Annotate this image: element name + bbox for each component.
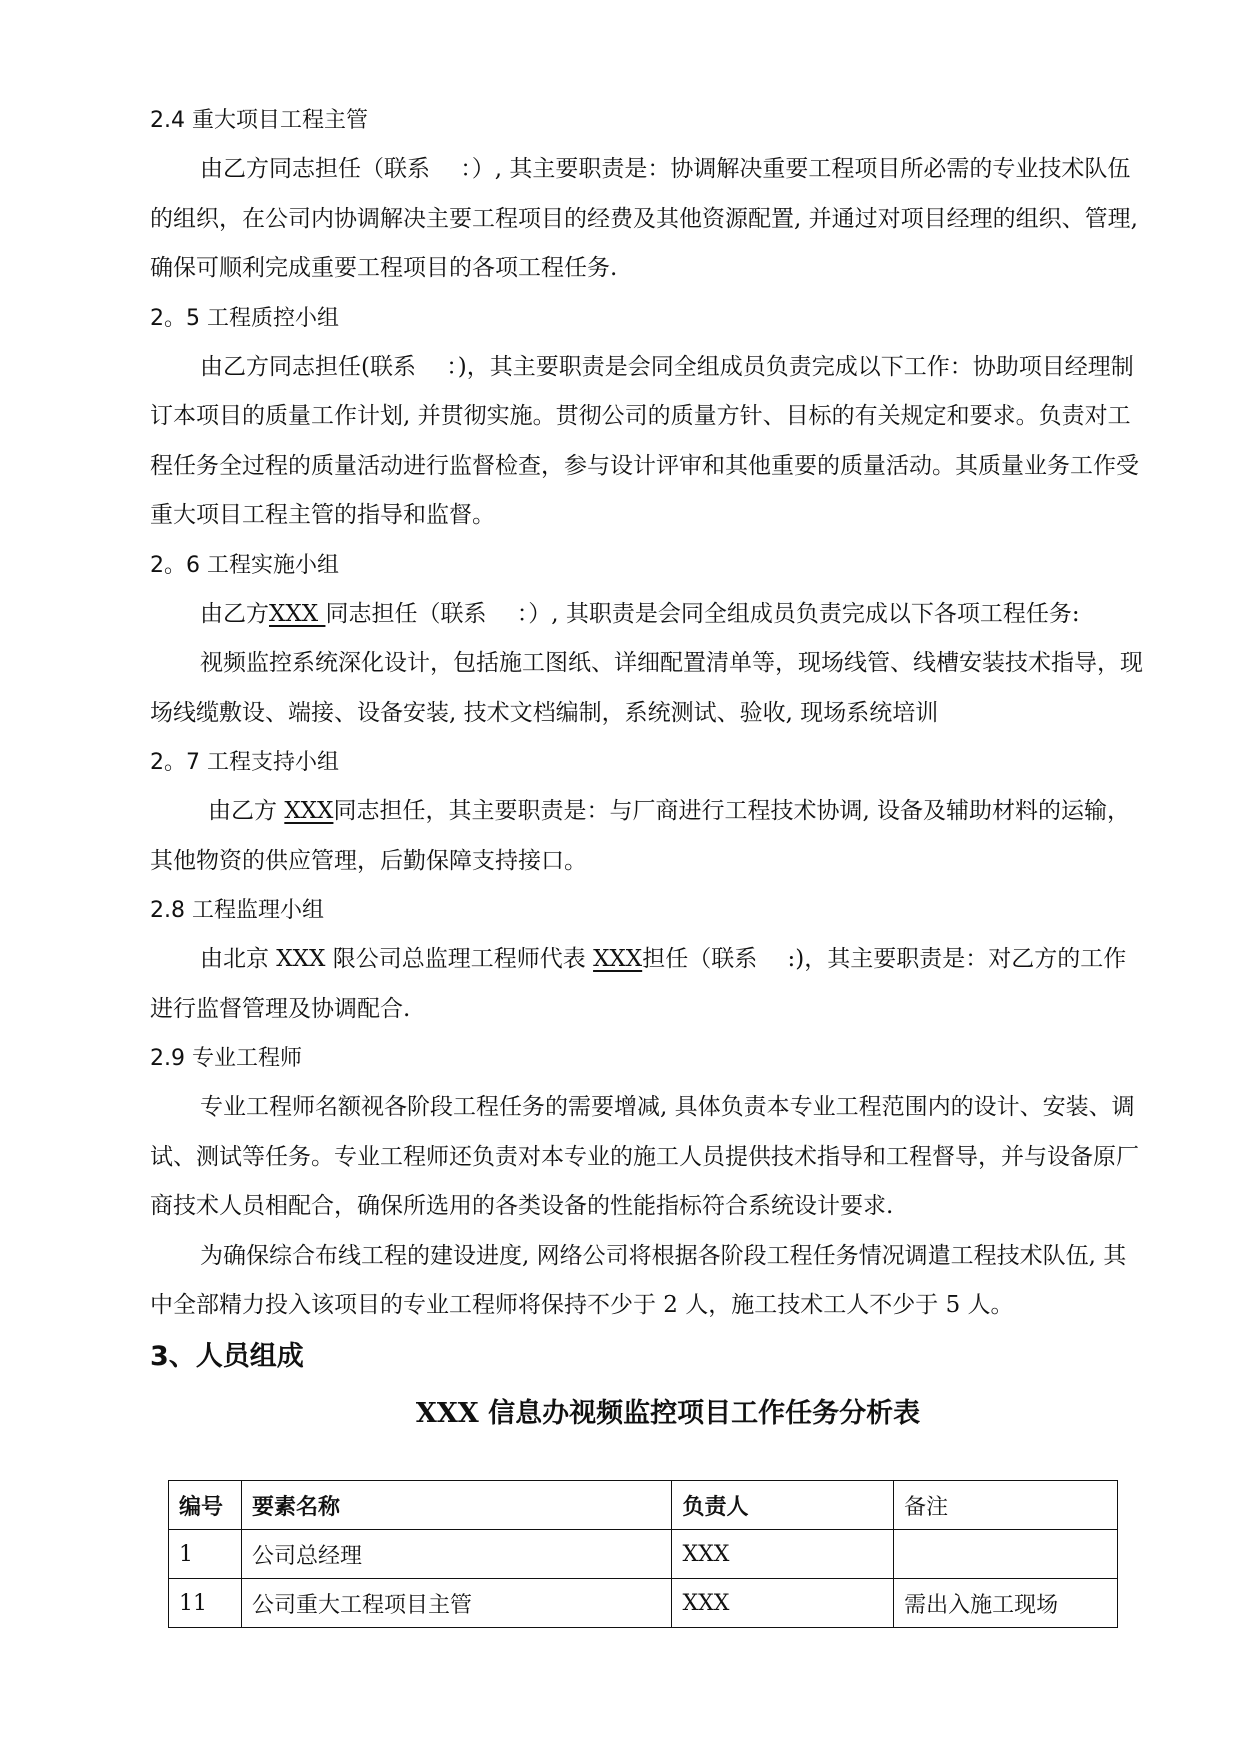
section-2-7-heading: 2。7 工程支持小组 <box>150 750 339 775</box>
section-2-7-person-name: XXX <box>284 798 334 824</box>
section-2-8-heading: 2.8 工程监理小组 <box>150 898 324 923</box>
section-2-8-person-name: XXX <box>593 946 643 972</box>
section-2-9-paragraph-2: 为确保综合布线工程的建设进度, 网络公司将根据各阶段工程任务情况调遣工程技术队伍, 其中全部精力投入该项目的专业工程师将保持不少于 2 人，施工技术工人不少于 5 人。 <box>150 1242 1127 1318</box>
section-2-6-text-post: 同志担任（联系 ：）, 其职责是会同全组成员负责完成以下各项工程任务: <box>325 600 1080 627</box>
table-row <box>169 1530 1118 1579</box>
section-2-4-paragraph: 由乙方同志担任（联系 ：）, 其主要职责是：协调解决重要工程项目所必需的专业技术队伍的组织，在公司内协调解决主要工程项目的经费及其他资源配置, 并通过对项目经理的组织、管理, 确保可顺利完成重要工程项目的各项工程任务. <box>150 156 1138 281</box>
section-2-7-text-post: 同志担任，其主要职责是：与厂商进行工程技术协调, 设备及辅助材料的运输，其他物资的供应管理，后勤保障支持接口。 <box>150 798 1131 874</box>
cell-element-name: 公司重大工程项目主管 <box>241 1579 672 1628</box>
header-remark: 备注 <box>894 1481 1118 1530</box>
section-2-6-paragraph-2: 视频监控系统深化设计，包括施工图纸、详细配置清单等，现场线管、线槽安装技术指导，现场线缆敷设、端接、设备安装, 技术文档编制，系统测试、验收, 现场系统培训 <box>150 650 1143 726</box>
cell-number: 11 <box>169 1579 242 1628</box>
cell-owner: XXX <box>672 1579 894 1628</box>
section-2-6-heading: 2。6 工程实施小组 <box>150 552 339 578</box>
section-2-7-text-pre: 由乙方 <box>208 798 277 824</box>
cell-number: 1 <box>169 1530 242 1579</box>
section-2-8-paragraph <box>150 935 1146 1034</box>
header-owner: 负责人 <box>672 1481 894 1530</box>
document-body <box>150 96 1146 1445</box>
cell-owner: XXX <box>672 1530 894 1579</box>
cell-remark <box>894 1530 1118 1579</box>
section-2-5-heading: 2。5 工程质控小组 <box>150 305 339 331</box>
header-number: 编号 <box>169 1481 242 1530</box>
section-2-6-person-name: XXX <box>269 600 326 627</box>
section-2-5-paragraph: 由乙方同志担任(联系 ：)，其主要职责是会同全组成员负责完成以下工作：协助项目经理制订本项目的质量工作计划, 并贯彻实施。贯彻公司的质量方针、目标的有关规定和要求。负责对工程任务全过程的质量活动进行监督检查，参与设计评审和其他重要的质量活动。其质量业务工作受重大项目工程主管的指导和监督。 <box>150 353 1139 528</box>
section-2-8-text-pre: 由北京 XXX 限公司总监理工程师代表 <box>200 946 586 972</box>
section-3-heading: 3、人员组成 <box>150 1340 304 1372</box>
table-header-row <box>169 1481 1118 1530</box>
section-2-6-text-pre: 由乙方 <box>200 600 269 627</box>
table-title: XXX 信息办视频监控项目工作任务分析表 <box>415 1397 921 1429</box>
cell-element-name: 公司总经理 <box>241 1530 672 1579</box>
task-analysis-table <box>168 1480 1118 1628</box>
table-row <box>169 1579 1118 1628</box>
section-2-9-paragraph-1: 专业工程师名额视各阶段工程任务的需要增减, 具体负责本专业工程范围内的设计、安装、调试、测试等任务。专业工程师还负责对本专业的施工人员提供技术指导和工程督导，并与设备原厂商技术人员相配合，确保所选用的各类设备的性能指标符合系统设计要求. <box>150 1094 1139 1219</box>
header-element-name: 要素名称 <box>241 1481 672 1530</box>
section-2-8-text-post: 担任（联系 :)，其主要职责是：对乙方的工作进行监督管理及协调配合. <box>150 946 1127 1022</box>
section-2-6-paragraph-1 <box>150 590 1146 640</box>
section-2-4-heading: 2.4 重大项目工程主管 <box>150 108 368 133</box>
section-2-9-heading: 2.9 专业工程师 <box>150 1046 302 1071</box>
section-2-7-paragraph <box>150 787 1146 886</box>
cell-remark: 需出入施工现场 <box>894 1579 1118 1628</box>
